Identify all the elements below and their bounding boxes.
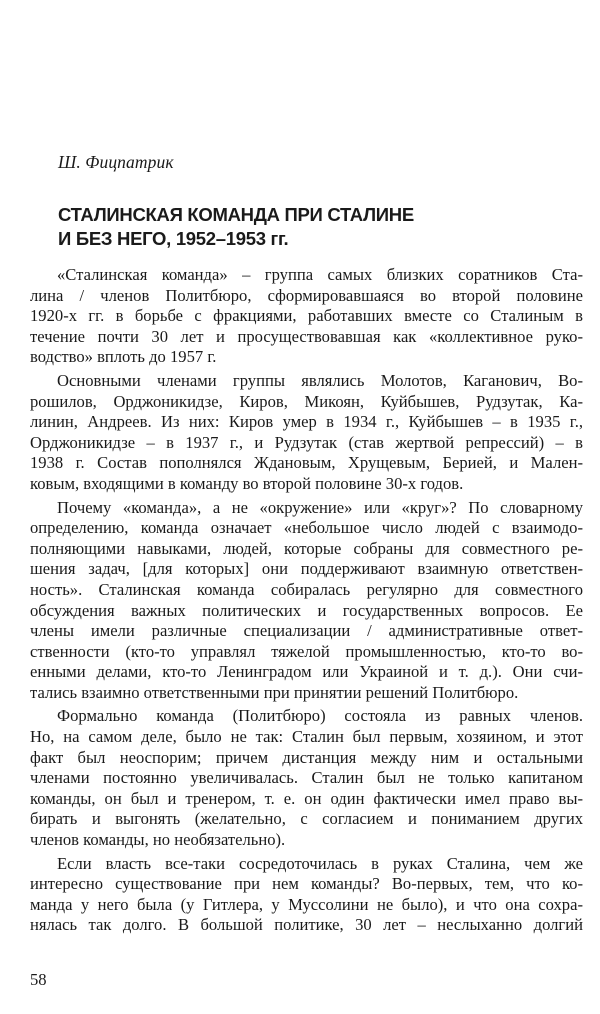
text-line: членами постоянно увеличивалась. Сталин был не только капитаном <box>30 768 583 788</box>
text-line: Основными членами группы являлись Молотов, Каганович, Во- <box>57 370 583 390</box>
text-line: водство» вплоть до 1957 г. <box>30 347 217 367</box>
text-line: ственности (кто-то управлял тяжелой промышленностью, кто-то во- <box>30 641 583 661</box>
text-line: 1920-х гг. в борьбе с фракциями, работавших вместе со Сталиным в <box>30 306 583 326</box>
text-line: манда у него была (у Гитлера, у Муссолини не было), и что она сохра- <box>30 894 583 914</box>
page-number: 58 <box>30 970 47 989</box>
text-line: тались взаимно ответственными при принятии решений Политбюро. <box>30 682 519 702</box>
text-line: Если власть все-таки сосредоточилась в руках Сталина, чем же <box>57 853 583 873</box>
text-line: Орджоникидзе – в 1937 г., и Рудзутак (став жертвой репрессий) – в <box>30 432 583 452</box>
text-line: 1938 г. Состав пополнялся Ждановым, Хрущевым, Берией, и Мален- <box>30 453 583 473</box>
text-line: определению, команда означает «небольшое число людей с взаимодо- <box>30 518 583 538</box>
text-line: «Сталинская команда» – группа самых близких соратников Ста- <box>57 265 583 284</box>
text-line: факт был неоспорим; причем дистанция между ним и остальными <box>30 747 583 767</box>
text-line: ность». Сталинская команда собиралась регулярно для совместного <box>30 579 583 599</box>
text-line: нялась так долго. В большой политике, 30 лет – неслыханно долгий <box>30 915 583 935</box>
paragraph <box>30 854 583 936</box>
author-name: Ш. Фицпатрик <box>58 152 174 172</box>
text-line: енными делами, кто-то Ленинградом или Украиной и т. д.). Они счи- <box>30 662 583 682</box>
text-line: полняющими навыками, людей, которые собраны для совместного ре- <box>30 538 583 558</box>
text-line: Но, на самом деле, было не так: Сталин был первым, хозяином, и этот <box>30 727 583 747</box>
paragraph <box>30 265 583 368</box>
text-line: шения задач, [для которых] они поддерживают взаимную ответствен- <box>30 559 583 579</box>
text-line: обсуждения важных политических и государственных вопросов. Ее <box>30 600 583 620</box>
paragraph <box>30 371 583 495</box>
paragraph <box>30 706 583 850</box>
text-line: течение почти 30 лет и просуществовавшая как «коллективное руко- <box>30 326 583 346</box>
text-line: лина / членов Политбюро, сформировавшаяся во второй половине <box>30 285 583 305</box>
text-line: рошилов, Орджоникидзе, Киров, Микоян, Куйбышев, Рудзутак, Ка- <box>30 391 583 411</box>
text-line: бирать и выгонять (желательно, с согласием и пониманием других <box>30 809 583 829</box>
text-line: Формально команда (Политбюро) состояла из равных членов. <box>57 706 583 726</box>
text-line: Почему «команда», а не «окружение» или «круг»? По словарному <box>57 497 583 517</box>
chapter-title-line-2: И БЕЗ НЕГО, 1952–1953 гг. <box>58 228 289 249</box>
chapter-title <box>58 203 578 251</box>
body-text <box>30 265 583 939</box>
text-line: ковым, входящими в команду во второй половине 30-х годов. <box>30 473 464 493</box>
chapter-title-line-1: СТАЛИНСКАЯ КОМАНДА ПРИ СТАЛИНЕ <box>58 204 414 225</box>
text-line: членов команды, но необязательно). <box>30 830 286 850</box>
paragraph <box>30 498 583 704</box>
text-line: линин, Андреев. Из них: Киров умер в 1934 г., Куйбышев – в 1935 г., <box>30 412 583 432</box>
text-line: интересно существование при нем команды? Во-первых, тем, что ко- <box>30 874 583 894</box>
text-line: команды, он был и тренером, т. е. он один фактически имел право вы- <box>30 788 583 808</box>
text-line: члены имели различные специализации / административные ответ- <box>30 621 583 641</box>
